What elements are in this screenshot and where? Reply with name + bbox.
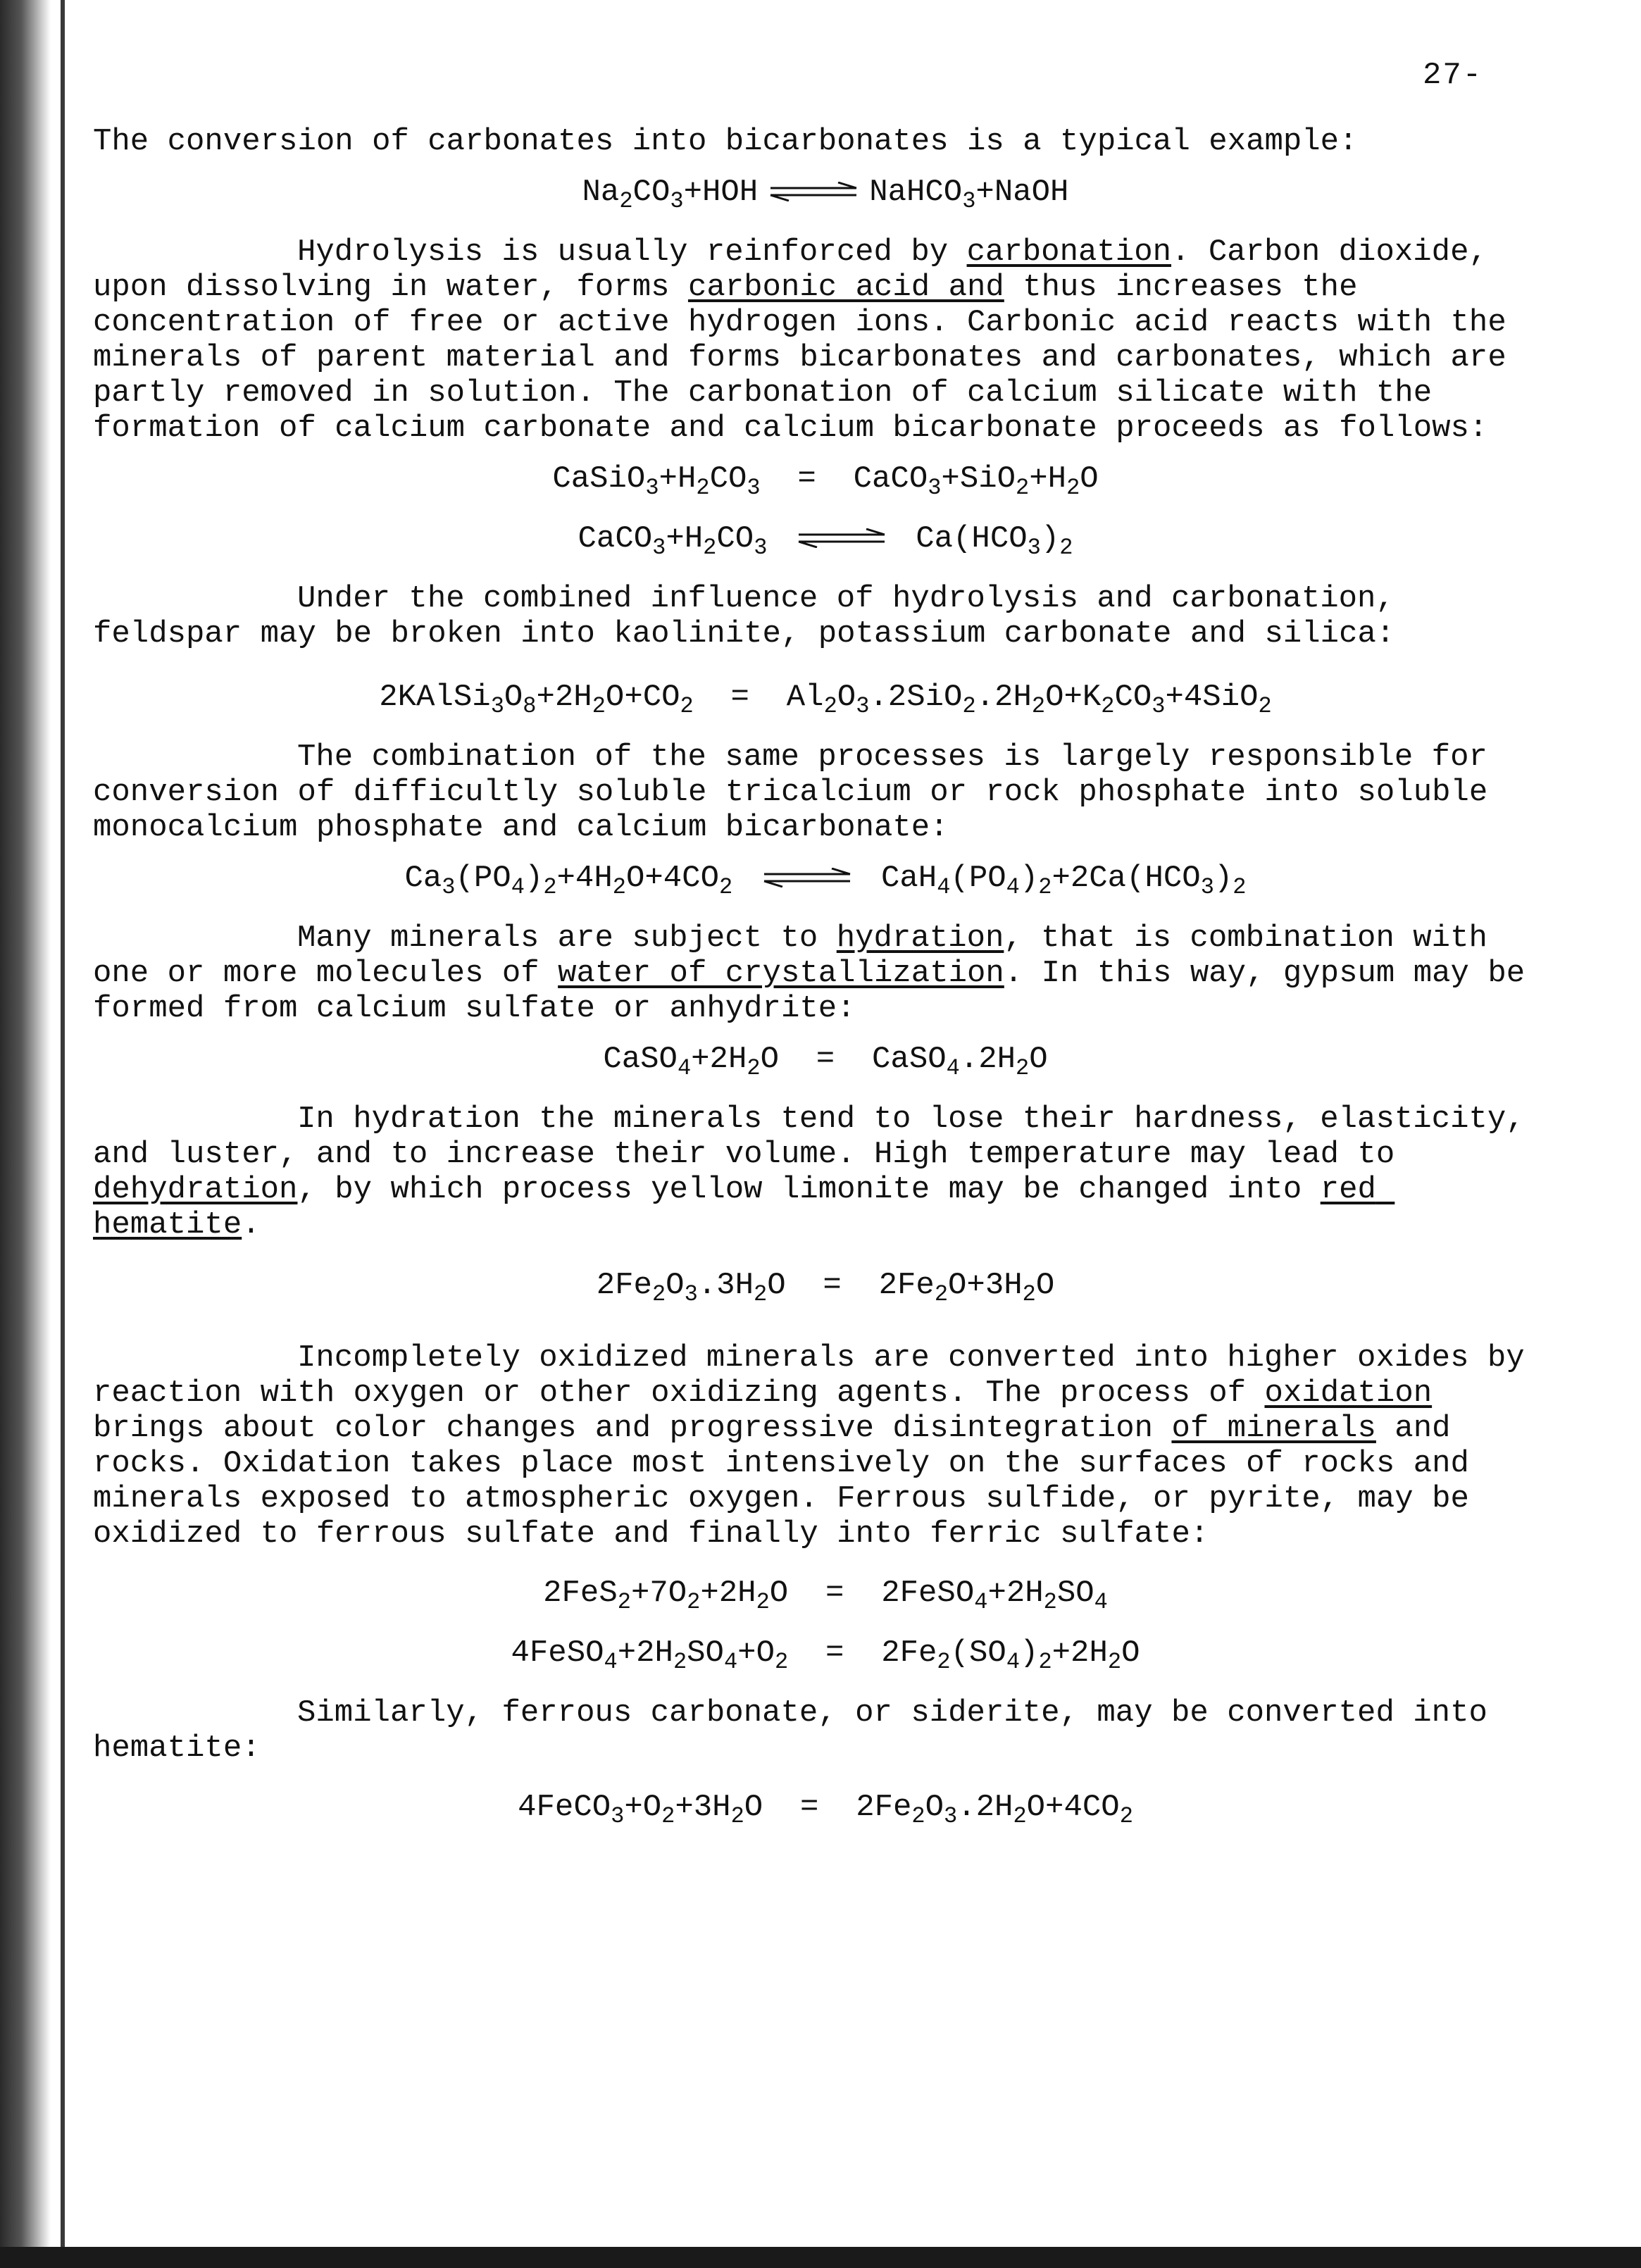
equation-2: $CaSiO_3+H_2CO_3$ = $CaCO_3+SiO_2+H_2O$ [552, 461, 1099, 501]
equilibrium-arrow-icon [768, 182, 859, 201]
scan-bottom-band [0, 2247, 1641, 2268]
equation-9: $4FeSO_4+2H_2SO_4+O_2 = 2Fe_2(SO_4)_2+2H_2O$ [511, 1635, 1140, 1675]
equation-1-lhs: $Na_2CO_3+HOH$ [582, 175, 759, 214]
term-hydration: hydration [836, 921, 1004, 956]
equation-5: $Ca_3(PO_4)_2+4H_2O+4CO_2$ $CaH_4(PO_4)_2+2Ca(HCO_3)_2$ [404, 861, 1247, 900]
equation-10: $4FeCO_3+O_2+3H_2O = 2Fe_2O_3.2H_2O+4CO_2$ [518, 1790, 1133, 1829]
paragraph-hydration: Many minerals are subject to hydration, that is combination with one or more molecules of water of crystallization. In this way, gypsum may be formed from calcium sulfate or anhydrite: [93, 921, 1544, 1026]
equilibrium-arrow-icon [761, 868, 853, 887]
equilibrium-arrow-icon [796, 528, 887, 548]
equation-8: $2FeS_2+7O_2+2H_2O$ = $2FeSO_4+2H_2SO_4$ [543, 1576, 1108, 1615]
term-red-hematite: red hematite [93, 1172, 1395, 1242]
term-dehydration: dehydration [93, 1172, 298, 1207]
equation-3: $CaCO_3+H_2CO_3$ $Ca(HCO_3)_2$ [578, 521, 1073, 561]
term-of-minerals: of minerals [1171, 1411, 1376, 1446]
paragraph-siderite: Similarly, ferrous carbonate, or siderite, may be converted into hematite: [93, 1695, 1506, 1766]
binding-rule [61, 0, 65, 2268]
term-carbonic-acid: carbonic acid and [687, 270, 1004, 305]
page-edge-shadow [0, 0, 51, 2268]
equation-1-rhs: NaHCO$_3$+NaOH [869, 175, 1069, 214]
equation-7: $2Fe_2O_3.3H_2O = 2Fe_2O+3H_2O$ [596, 1268, 1055, 1307]
intro-line: The conversion of carbonates into bicarbonates is a typical example: [93, 124, 1358, 159]
equation-6: $CaSO_4+2H_2O$ = $CaSO_4.2H_2O$ [603, 1042, 1048, 1081]
paragraph-oxidation: Incompletely oxidized minerals are converted into higher oxides by reaction with oxygen or other oxidizing agents. The process of oxidation brings about color changes and progressive disintegration of minerals and rocks. Oxidation takes place most intensively on the surfaces of rocks and minerals exposed to atmospheric oxygen. Ferrous sulfide, or pyrite, may be oxidized to ferrous sulfate and finally into ferric sulfate: [93, 1340, 1544, 1552]
term-carbonation: carbonation [966, 235, 1172, 270]
term-water-of-crystallization: water of crystallization [558, 956, 1004, 991]
page-number: 27- [1423, 58, 1483, 93]
paragraph-dehydration: In hydration the minerals tend to lose their hardness, elasticity, and luster, and to increase their volume. High temperature may lead to dehydration, by which process yellow limonite may be changed into red hematite. [93, 1102, 1544, 1242]
equation-4: $2KAlSi_3O_8+2H_2O+CO_2 = Al_2O_3.2SiO_2.2H_2O+K_2CO_3+4SiO_2$ [379, 680, 1272, 719]
paragraph-phosphate: The combination of the same processes is largely responsible for conversion of difficultly soluble tricalcium or rock phosphate into soluble monocalcium phosphate and calcium bicarbonate: [93, 740, 1506, 845]
paragraph-feldspar: Under the combined influence of hydrolysis and carbonation, feldspar may be broken into kaolinite, potassium carbonate and silica: [93, 581, 1414, 652]
term-oxidation: oxidation [1264, 1376, 1433, 1411]
paragraph-carbonation: Hydrolysis is usually reinforced by carbonation. Carbon dioxide, upon dissolving in water, forms carbonic acid and thus increases the concentration of free or active hydrogen ions. Carbonic acid reacts with the minerals of parent material and forms bicarbonates and carbonates, which are partly removed in solution. The carbonation of calcium silicate with the formation of calcium carbonate and calcium bicarbonate proceeds as follows: [93, 235, 1525, 446]
equation-1 [93, 175, 1558, 219]
document-body [93, 124, 1558, 1850]
